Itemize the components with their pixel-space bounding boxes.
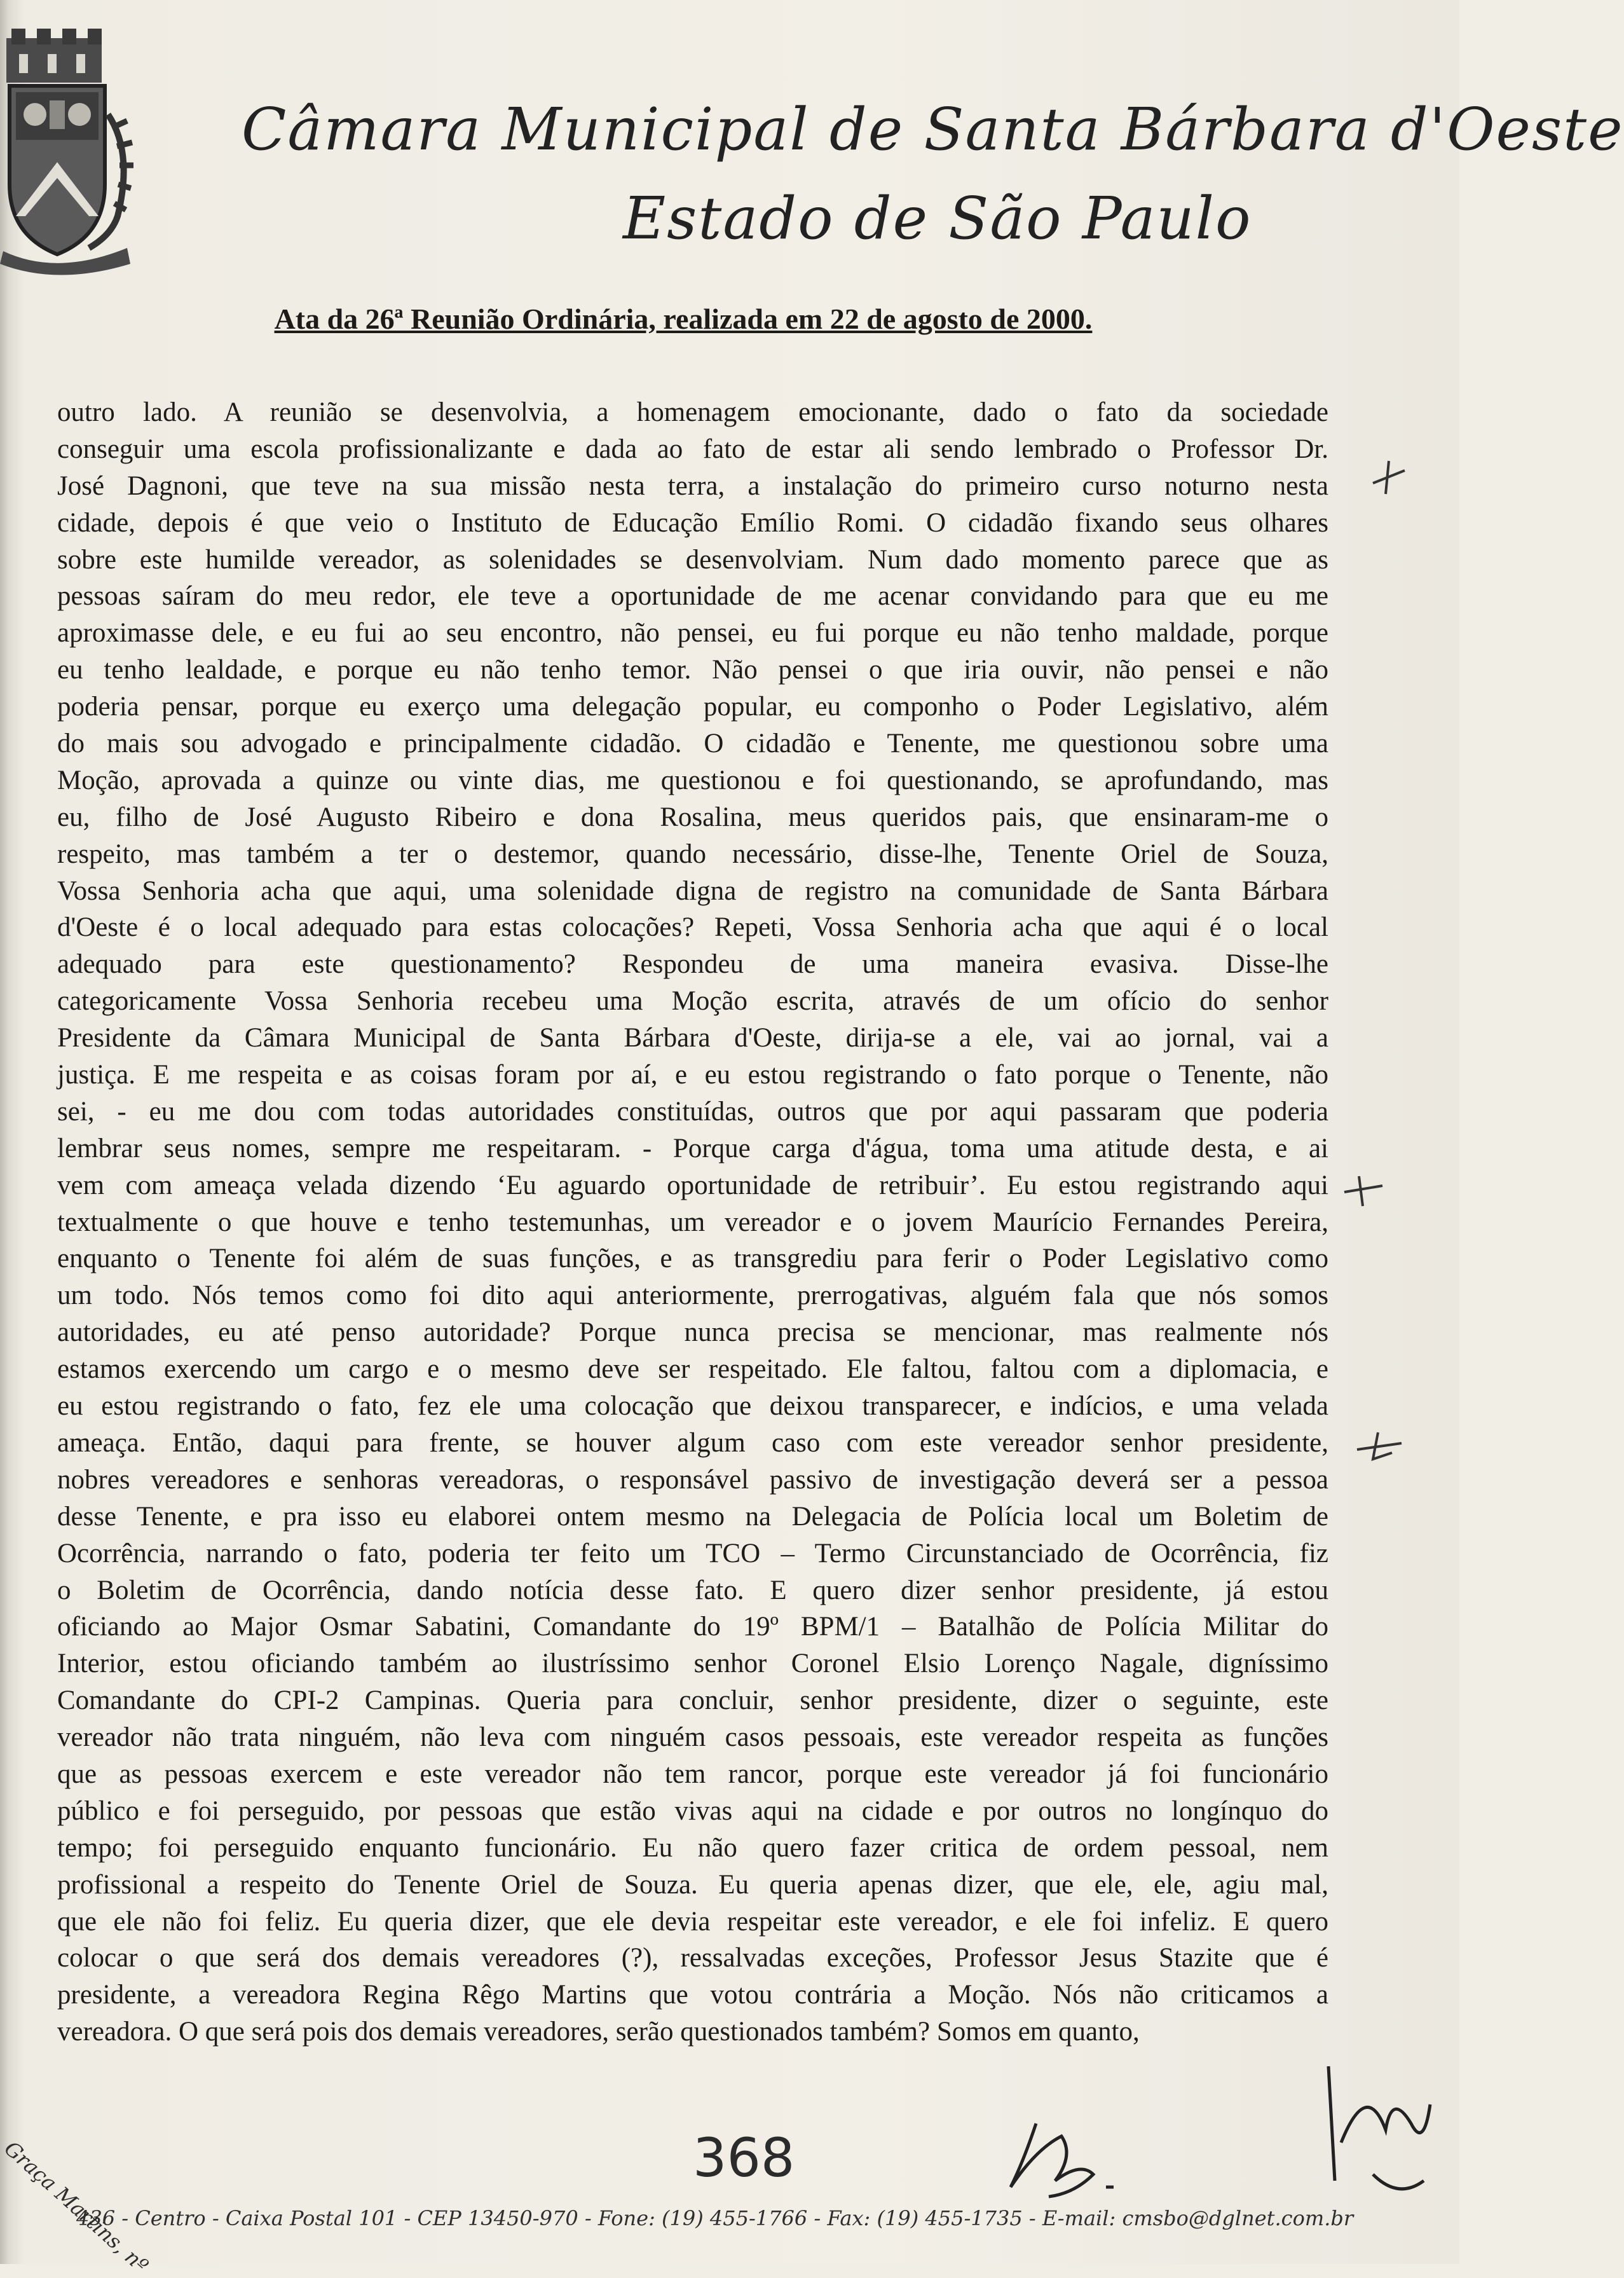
body-line: vereador não trata ninguém, não leva com ninguém casos pessoais, este vereador respeita as funções xyxy=(57,1722,1328,1753)
body-line: Ocorrência, narrando o fato, poderia ter feito um TCO – Termo Circunstanciado de Ocorrência, fiz xyxy=(57,1538,1328,1568)
body-line: eu estou registrando o fato, fez ele uma colocação que deixou transparecer, e indícios, e uma velada xyxy=(57,1391,1328,1422)
header-state-name: Estado de São Paulo xyxy=(623,184,1252,252)
body-line: José Dagnoni, que teve na sua missão nesta terra, a instalação do primeiro curso noturno nesta xyxy=(57,470,1328,501)
body-line: estamos exercendo um cargo e o mesmo deve ser respeitado. Ele faltou, faltou com a diplomacia, e xyxy=(57,1354,1328,1385)
handwritten-signature xyxy=(998,2111,1150,2206)
body-line: vem com ameaça velada dizendo ‘Eu aguardo oportunidade de retribuir’. Eu estou registrando aqui xyxy=(57,1170,1328,1200)
body-line: profissional a respeito do Tenente Oriel de Souza. Eu queria apenas dizer, que ele, ele, agiu mal, xyxy=(57,1869,1328,1900)
body-line: um todo. Nós temos como foi dito aqui anteriormente, prerrogativas, alguém fala que nós somos xyxy=(57,1280,1328,1311)
margin-check-mark xyxy=(1367,455,1411,499)
minutes-title: Ata da 26ª Reunião Ordinária, realizada em 22 de agosto de 2000. xyxy=(274,303,1093,335)
margin-check-mark xyxy=(1354,1427,1405,1465)
footer-address: 436 - Centro - Caixa Postal 101 - CEP 13450-970 - Fone: (19) 455-1766 - Fax: (19) 455-1735 - E-mail: cmsbo@dglnet.com.br xyxy=(76,2206,1354,2230)
body-line: sei, - eu me dou com todas autoridades constituídas, outros que por aqui passaram que poderia xyxy=(57,1096,1328,1127)
body-line: conseguir uma escola profissionalizante e dada ao fato de estar ali sendo lembrado o Professor Dr. xyxy=(57,434,1328,464)
body-line: Interior, estou oficiando também ao ilustríssimo senhor Coronel Elsio Lorenço Nagale, digníssimo xyxy=(57,1649,1328,1679)
handwritten-signature xyxy=(1316,2054,1443,2206)
body-line: Moção, aprovada a quinze ou vinte dias, me questionou e foi questionando, se aprofundando, mas xyxy=(57,765,1328,795)
body-line: sobre este humilde vereador, as solenidades se desenvolviam. Num dado momento parece que as xyxy=(57,544,1328,575)
page-number: 368 xyxy=(693,2127,795,2189)
body-line: poderia pensar, porque eu exerço uma delegação popular, eu componho o Poder Legislativo, além xyxy=(57,692,1328,722)
body-line: público e foi perseguido, por pessoas que estão vivas aqui na cidade e por outros no longínquo do xyxy=(57,1795,1328,1826)
body-line: desse Tenente, e pra isso eu elaborei ontem mesmo na Delegacia de Polícia local um Boletim de xyxy=(57,1501,1328,1532)
body-line: eu, filho de José Augusto Ribeiro e dona Rosalina, meus queridos pais, que ensinaram-me o xyxy=(57,802,1328,832)
body-line: textualmente o que houve e tenho testemunhas, um vereador e o jovem Maurício Fernandes Pereira, xyxy=(57,1207,1328,1237)
body-line: Vossa Senhoria acha que aqui, uma solenidade digna de registro na comunidade de Santa Bárbara xyxy=(57,875,1328,906)
body-line: outro lado. A reunião se desenvolvia, a homenagem emocionante, dado o fato da sociedade xyxy=(57,397,1328,427)
margin-check-mark xyxy=(1341,1167,1386,1211)
body-line: enquanto o Tenente foi além de suas funções, e as transgrediu para ferir o Poder Legislativo como xyxy=(57,1244,1328,1274)
body-line: oficiando ao Major Osmar Sabatini, Comandante do 19º BPM/1 – Batalhão de Polícia Militar do xyxy=(57,1612,1328,1642)
body-line: aproximasse dele, e eu fui ao seu encontro, não pensei, eu fui porque eu não tenho maldade, porque xyxy=(57,618,1328,648)
body-line: pessoas saíram do meu redor, ele teve a oportunidade de me acenar convidando para que eu me xyxy=(57,581,1328,612)
body-line: que ele não foi feliz. Eu queria dizer, que ele devia respeitar este vereador, e ele foi infeliz. E quero xyxy=(57,1906,1328,1937)
body-line: respeito, mas também a ter o destemor, quando necessário, disse-lhe, Tenente Oriel de Souza, xyxy=(57,839,1328,869)
body-line: nobres vereadores e senhoras vereadoras, o responsável passivo de investigação deverá ser a pessoa xyxy=(57,1464,1328,1495)
municipal-crest-icon xyxy=(0,25,137,267)
body-line: vereadora. O que será pois dos demais vereadores, serão questionados também? Somos em quanto, xyxy=(57,2017,1140,2047)
footer-address-rotated: Graça Martins, nº xyxy=(0,2136,153,2278)
body-line: categoricamente Vossa Senhoria recebeu uma Moção escrita, através de um ofício do senhor xyxy=(57,986,1328,1017)
body-line: do mais sou advogado e principalmente cidadão. O cidadão e Tenente, me questionou sobre uma xyxy=(57,729,1328,759)
body-line: colocar o que será dos demais vereadores (?), ressalvadas exceções, Professor Jesus Stazite que é xyxy=(57,1943,1328,1973)
body-line: presidente, a vereadora Regina Rêgo Martins que votou contrária a Moção. Nós não criticamos a xyxy=(57,1980,1328,2010)
body-line: justiça. E me respeita e as coisas foram por aí, e eu estou registrando o fato porque o Tenente, não xyxy=(57,1060,1328,1090)
body-line: cidade, depois é que veio o Instituto de Educação Emílio Romi. O cidadão fixando seus olhares xyxy=(57,507,1328,538)
body-line: Presidente da Câmara Municipal de Santa Bárbara d'Oeste, dirija-se a ele, vai ao jornal, vai a xyxy=(57,1023,1328,1053)
body-line: o Boletim de Ocorrência, dando notícia desse fato. E quero dizer senhor presidente, já estou xyxy=(57,1575,1328,1605)
body-line: adequado para este questionamento? Respondeu de uma maneira evasiva. Disse-lhe xyxy=(57,949,1328,980)
body-line: autoridades, eu até penso autoridade? Porque nunca precisa se mencionar, mas realmente nós xyxy=(57,1317,1328,1348)
body-line: Comandante do CPI-2 Campinas. Queria para concluir, senhor presidente, dizer o seguinte, este xyxy=(57,1685,1328,1716)
body-line: que as pessoas exercem e este vereador não tem rancor, porque este vereador já foi funcionário xyxy=(57,1759,1328,1789)
header-chamber-name: Câmara Municipal de Santa Bárbara d'Oeste xyxy=(242,95,1624,163)
body-line: ameaça. Então, daqui para frente, se houver algum caso com este vereador senhor presidente, xyxy=(57,1427,1328,1458)
body-line: eu tenho lealdade, e porque eu não tenho temor. Não pensei o que iria ouvir, não pensei e não xyxy=(57,655,1328,685)
body-line: tempo; foi perseguido enquanto funcionário. Eu não quero fazer critica de ordem pessoal, nem xyxy=(57,1832,1328,1863)
body-line: d'Oeste é o local adequado para estas colocações? Repeti, Vossa Senhoria acha que aqui é o local xyxy=(57,912,1328,943)
body-line: lembrar seus nomes, sempre me respeitaram. - Porque carga d'água, toma uma atitude desta, e ai xyxy=(57,1133,1328,1163)
minutes-body xyxy=(57,394,1328,2050)
